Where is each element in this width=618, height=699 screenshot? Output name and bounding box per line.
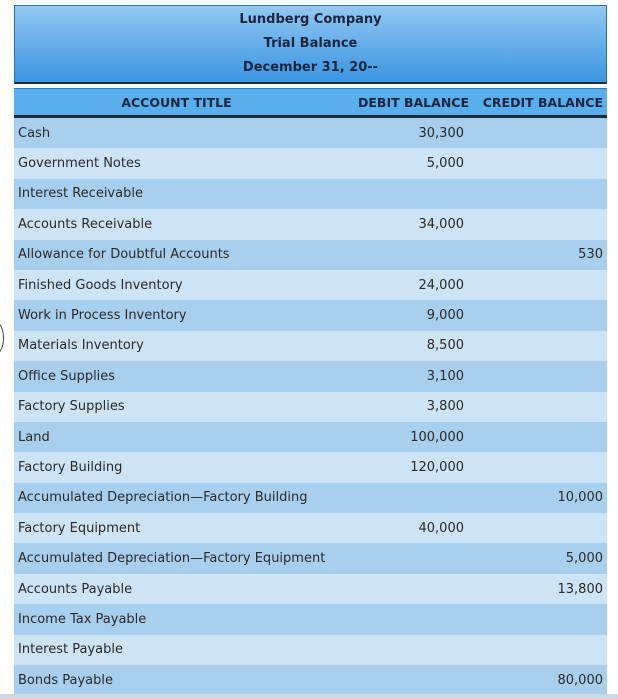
debit-balance-cell: 9,000	[426, 308, 464, 324]
table-row	[14, 209, 607, 239]
debit-balance-header: DEBIT BALANCE	[358, 94, 469, 110]
account-title-cell: Office Supplies	[18, 368, 116, 384]
table-row	[14, 148, 607, 178]
account-title-cell: Accumulated Depreciation—Factory Building	[18, 490, 308, 506]
account-title-cell: Finished Goods Inventory	[18, 277, 183, 293]
debit-balance-cell: 40,000	[418, 520, 464, 536]
account-title-cell: Factory Equipment	[18, 520, 141, 536]
table-row	[14, 270, 607, 300]
debit-balance-cell: 3,800	[426, 399, 464, 415]
credit-balance-cell: 10,000	[557, 490, 603, 506]
table-row	[14, 604, 607, 634]
table-row	[14, 240, 607, 270]
account-title-cell: Bonds Payable	[18, 672, 114, 688]
report-header	[14, 5, 607, 84]
debit-balance-cell: 100,000	[410, 429, 464, 445]
table-row	[14, 635, 607, 665]
account-title-cell: Factory Building	[18, 459, 123, 475]
trial-balance-table	[14, 5, 607, 695]
account-rows	[14, 118, 607, 695]
table-row	[14, 118, 607, 148]
account-title-cell: Land	[18, 429, 50, 445]
table-row	[14, 361, 607, 391]
table-row	[14, 543, 607, 573]
account-title-cell: Income Tax Payable	[18, 611, 147, 627]
account-title-cell: Interest Payable	[18, 642, 123, 658]
table-row	[14, 179, 607, 209]
credit-balance-cell: 5,000	[565, 551, 603, 567]
table-row	[14, 422, 607, 452]
debit-balance-cell: 30,300	[418, 125, 464, 141]
account-title-cell: Work in Process Inventory	[18, 308, 187, 324]
table-row	[14, 513, 607, 543]
account-title-cell: Cash	[18, 125, 51, 141]
debit-balance-cell: 34,000	[418, 216, 464, 232]
account-title-cell: Factory Supplies	[18, 399, 125, 415]
account-title-header: ACCOUNT TITLE	[121, 94, 232, 110]
radio-button-partial[interactable]	[0, 321, 4, 355]
report-title: Trial Balance	[263, 36, 358, 51]
table-row	[14, 331, 607, 361]
debit-balance-cell: 24,000	[418, 277, 464, 293]
account-title-cell: Government Notes	[18, 156, 141, 172]
debit-balance-cell: 8,500	[426, 338, 464, 354]
table-row	[14, 665, 607, 695]
account-title-cell: Accumulated Depreciation—Factory Equipment	[18, 551, 326, 567]
debit-balance-cell: 3,100	[426, 368, 464, 384]
table-row	[14, 574, 607, 604]
table-row	[14, 300, 607, 330]
report-date: December 31, 20--	[242, 60, 379, 75]
debit-balance-cell: 120,000	[410, 459, 464, 475]
account-title-cell: Interest Receivable	[18, 186, 143, 202]
company-name: Lundberg Company	[239, 12, 382, 27]
column-header-row	[14, 88, 607, 118]
account-title-cell: Accounts Receivable	[18, 216, 153, 232]
credit-balance-cell: 530	[578, 247, 603, 263]
table-row	[14, 392, 607, 422]
account-title-cell: Accounts Payable	[18, 581, 133, 597]
credit-balance-cell: 13,800	[557, 581, 603, 597]
credit-balance-cell: 80,000	[557, 672, 603, 688]
credit-balance-header: CREDIT BALANCE	[482, 94, 603, 110]
debit-balance-cell: 5,000	[426, 156, 464, 172]
table-row	[14, 452, 607, 482]
account-title-cell: Allowance for Doubtful Accounts	[18, 247, 230, 263]
account-title-cell: Materials Inventory	[18, 338, 144, 354]
table-row	[14, 483, 607, 513]
scroll-edge	[0, 694, 618, 699]
